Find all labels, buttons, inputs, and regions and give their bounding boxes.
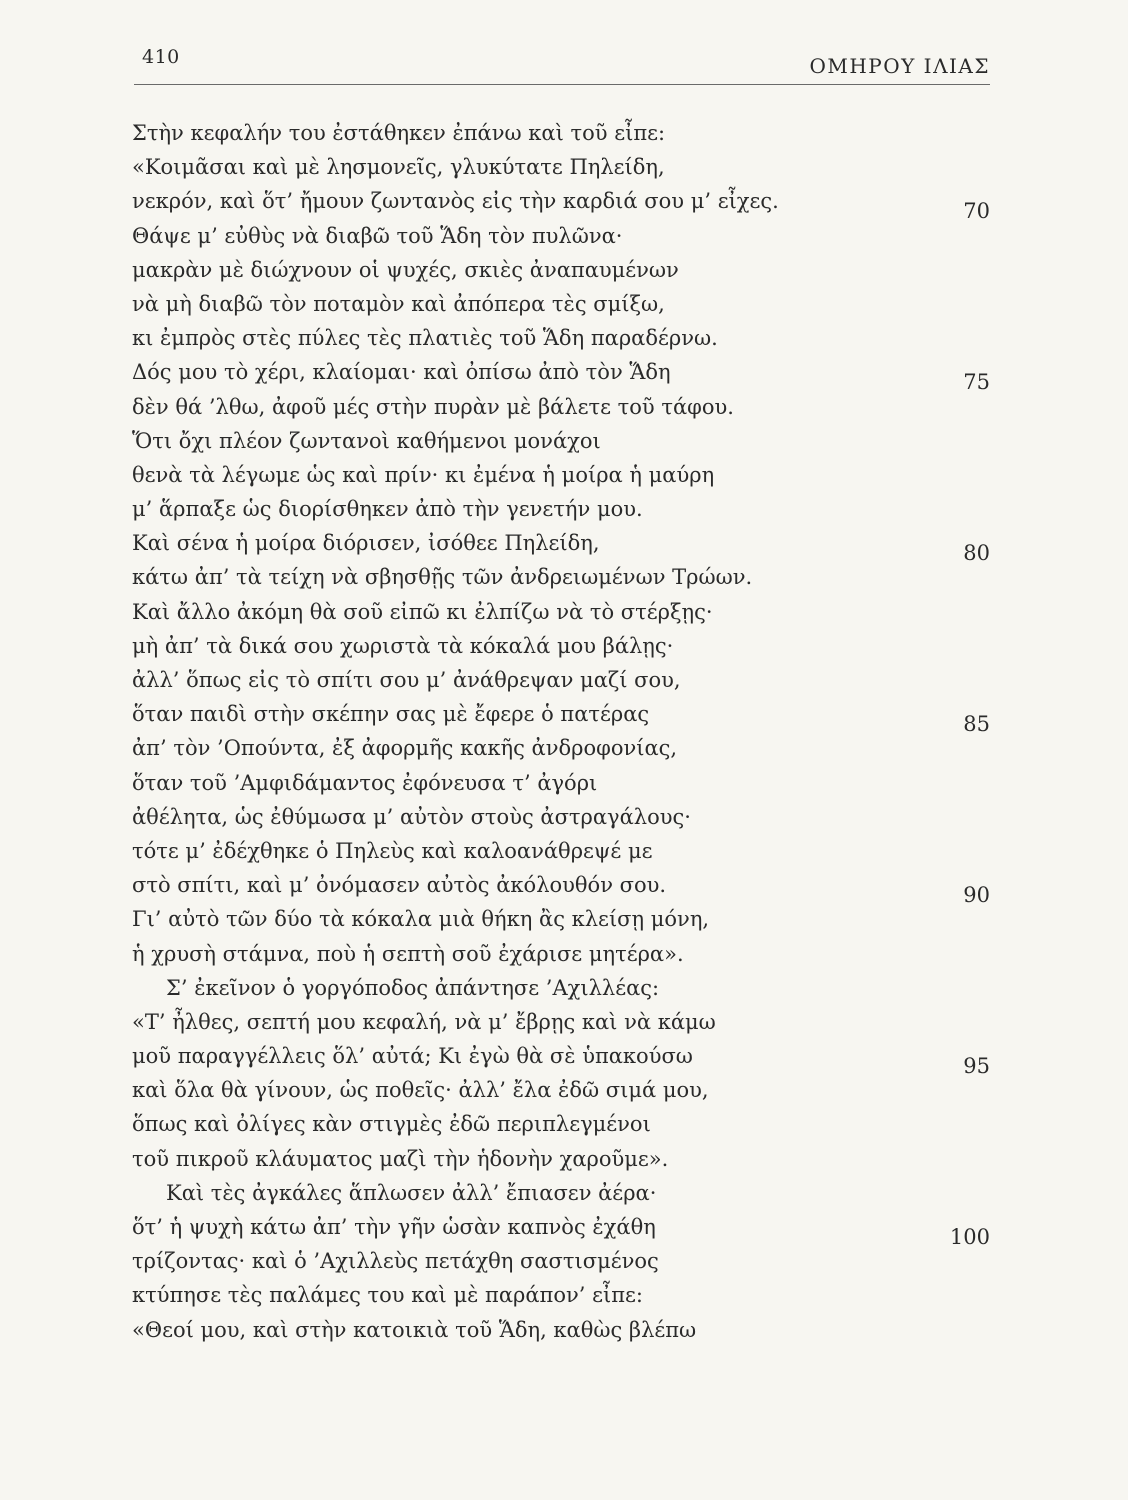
verse-text: τρίζοντας· καὶ ὁ ’Αχιλλεὺς πετάχθη σαστισμένος xyxy=(132,1249,659,1274)
verse-text: ἀπ’ τὸν ’Οπούντα, ἐξ ἀφορμῆς κακῆς ἀνδροφονίας, xyxy=(132,736,678,761)
verse-line xyxy=(132,1073,990,1107)
verse-text: «Τ’ ἦλθες, σεπτή μου κεφαλή, νὰ μ’ ἔβρῃς καὶ νὰ κάμω xyxy=(132,1009,716,1034)
verse-line xyxy=(132,1244,990,1278)
verse-text: Γι’ αὐτὸ τῶν δύο τὰ κόκαλα μιὰ θήκη ἂς κλείσῃ μόνη, xyxy=(132,907,710,932)
verse-text: νὰ μὴ διαβῶ τὸν ποταμὸν καὶ ἀπόπερα τὲς σμίξω, xyxy=(132,291,665,316)
verse-text: «Θεοί μου, καὶ στὴν κατοικιὰ τοῦ Ἅδη, καθὼς βλέπω xyxy=(132,1317,697,1342)
running-title: ΟΜΗΡΟΥ ΙΛΙΑΣ xyxy=(809,54,990,78)
verse-line xyxy=(132,321,990,355)
verse-text: Καὶ τὲς ἀγκάλες ἅπλωσεν ἀλλ’ ἔπιασεν ἀέρα· xyxy=(166,1180,657,1205)
verse-text: ὅπως καὶ ὀλίγες κὰν στιγμὲς ἐδῶ περιπλεγμένοι xyxy=(132,1112,651,1137)
verse-line xyxy=(132,184,990,224)
verse-line xyxy=(132,1039,990,1079)
verse-text: ἀθέλητα, ὡς ἐθύμωσα μ’ αὐτὸν στοὺς ἀστραγάλους· xyxy=(132,804,691,829)
verse-text: ὅταν παιδὶ στὴν σκέπην σας μὲ ἔφερε ὁ πατέρας xyxy=(132,702,650,727)
verse-text: μακρὰν μὲ διώχνουν οἱ ψυχές, σκιὲς ἀναπαυμένων xyxy=(132,257,679,282)
verse-text: κάτω ἀπ’ τὰ τείχη νὰ σβησθῇς τῶν ἀνδρειωμένων Τρώων. xyxy=(132,565,753,590)
verse-line xyxy=(132,1313,990,1347)
verse-text: Καὶ σένα ἡ μοίρα διόρισεν, ἰσόθεε Πηλείδη, xyxy=(132,531,600,556)
verse-text: ἀλλ’ ὅπως εἰς τὸ σπίτι σου μ’ ἀνάθρεψαν μαζί σου, xyxy=(132,668,681,692)
verse-line xyxy=(132,458,990,492)
verse-line xyxy=(132,766,990,800)
verse-line xyxy=(132,492,990,526)
verse-line xyxy=(132,731,990,765)
verse-text: κτύπησε τὲς παλάμες του καὶ μὲ παράπον’ εἶπε: xyxy=(132,1283,643,1308)
line-number: 70 xyxy=(963,199,990,224)
verse-line xyxy=(132,424,990,458)
verse-line xyxy=(132,150,990,184)
verse-text: ὅτ’ ἡ ψυχὴ κάτω ἀπ’ τὴν γῆν ὡσὰν καπνὸς ἐχάθη xyxy=(132,1215,656,1239)
line-number: 75 xyxy=(963,370,990,395)
verse-text: τοῦ πικροῦ κλάυματος μαζὶ τὴν ἡδονὴν χαροῦμε». xyxy=(132,1146,669,1171)
verse-text: ὅταν τοῦ ’Αμφιδάμαντος ἐφόνευσα τ’ ἀγόρι xyxy=(132,770,598,795)
verse-line xyxy=(132,1005,990,1039)
verse-line xyxy=(132,390,990,424)
poem-text xyxy=(132,116,990,1347)
page-number: 410 xyxy=(142,46,180,68)
line-number: 95 xyxy=(963,1054,990,1079)
verse-text: Ὅτι ὄχι πλέον ζωντανοὶ καθήμενοι μονάχοι xyxy=(132,428,601,453)
verse-text: κι ἐμπρὸς στὲς πύλες τὲς πλατιὲς τοῦ Ἅδη παραδέρνω. xyxy=(132,326,718,351)
verse-text: Καὶ ἄλλο ἀκόμη θὰ σοῦ εἰπῶ κι ἐλπίζω νὰ τὸ στέρξῃς· xyxy=(132,599,713,624)
verse-line xyxy=(132,526,990,566)
verse-line xyxy=(132,697,990,737)
verse-line xyxy=(132,116,990,150)
verse-text: μὴ ἀπ’ τὰ δικά σου χωριστὰ τὰ κόκαλά μου βάλῃς· xyxy=(132,633,674,658)
verse-line xyxy=(132,1142,990,1176)
verse-line xyxy=(132,868,990,908)
verse-text: «Κοιμᾶσαι καὶ μὲ λησμονεῖς, γλυκύτατε Πηλείδη, xyxy=(132,155,665,180)
verse-text: Θάψε μ’ εὐθὺς νὰ διαβῶ τοῦ Ἅδη τὸν πυλῶνα· xyxy=(132,223,623,248)
verse-text: ἡ χρυσὴ στάμνα, ποὺ ἡ σεπτὴ σοῦ ἐχάρισε μητέρα». xyxy=(132,941,684,966)
line-number: 100 xyxy=(949,1225,990,1249)
page-header xyxy=(132,40,990,92)
verse-line xyxy=(132,219,990,253)
verse-line xyxy=(132,971,990,1005)
verse-text: δὲν θά ’λθω, ἀφοῦ μές στὴν πυρὰν μὲ βάλετε τοῦ τάφου. xyxy=(132,394,734,419)
verse-line xyxy=(132,834,990,868)
verse-line xyxy=(132,1107,990,1141)
verse-line xyxy=(132,902,990,936)
verse-line xyxy=(132,253,990,287)
verse-text: καὶ ὅλα θὰ γίνουν, ὡς ποθεῖς· ἀλλ’ ἔλα ἐδῶ σιμά μου, xyxy=(132,1078,709,1103)
verse-line xyxy=(132,937,990,971)
line-number: 80 xyxy=(963,541,990,566)
verse-text: τότε μ’ ἐδέχθηκε ὁ Πηλεὺς καὶ καλοανάθρεψέ με xyxy=(132,838,653,863)
verse-line xyxy=(132,1278,990,1312)
verse-text: μ’ ἅρπαξε ὡς διορίσθηκεν ἀπὸ τὴν γενετήν μου. xyxy=(132,497,643,522)
verse-text: Σ’ ἐκεῖνον ὁ γοργόποδος ἀπάντησε ’Αχιλλέας: xyxy=(166,975,660,1000)
verse-line xyxy=(132,800,990,834)
verse-text: Στὴν κεφαλήν του ἐστάθηκεν ἐπάνω καὶ τοῦ εἶπε: xyxy=(132,121,666,145)
verse-line xyxy=(132,560,990,594)
verse-text: νεκρόν, καὶ ὅτ’ ἤμουν ζωντανὸς εἰς τὴν καρδιά σου μ’ εἶχες. xyxy=(132,189,779,214)
verse-line xyxy=(132,595,990,629)
verse-text: μοῦ παραγγέλλεις ὅλ’ αὐτά; Κι ἐγὼ θὰ σὲ ὑπακούσω xyxy=(132,1044,693,1069)
line-number: 85 xyxy=(963,712,990,737)
verse-line xyxy=(132,1210,990,1249)
verse-text: στὸ σπίτι, καὶ μ’ ὀνόμασεν αὐτὸς ἀκόλουθόν σου. xyxy=(132,873,667,898)
line-number: 90 xyxy=(963,883,990,908)
verse-line xyxy=(132,355,990,395)
verse-text: θενὰ τὰ λέγωμε ὡς καὶ πρίν· κι ἐμένα ἡ μοίρα ἡ μαύρη xyxy=(132,462,715,487)
verse-line xyxy=(132,663,990,697)
verse-line xyxy=(132,629,990,663)
header-rule xyxy=(134,84,990,85)
verse-text: Δός μου τὸ χέρι, κλαίομαι· καὶ ὀπίσω ἀπὸ τὸν Ἅδη xyxy=(132,360,671,385)
verse-line xyxy=(132,1176,990,1210)
verse-line xyxy=(132,287,990,321)
